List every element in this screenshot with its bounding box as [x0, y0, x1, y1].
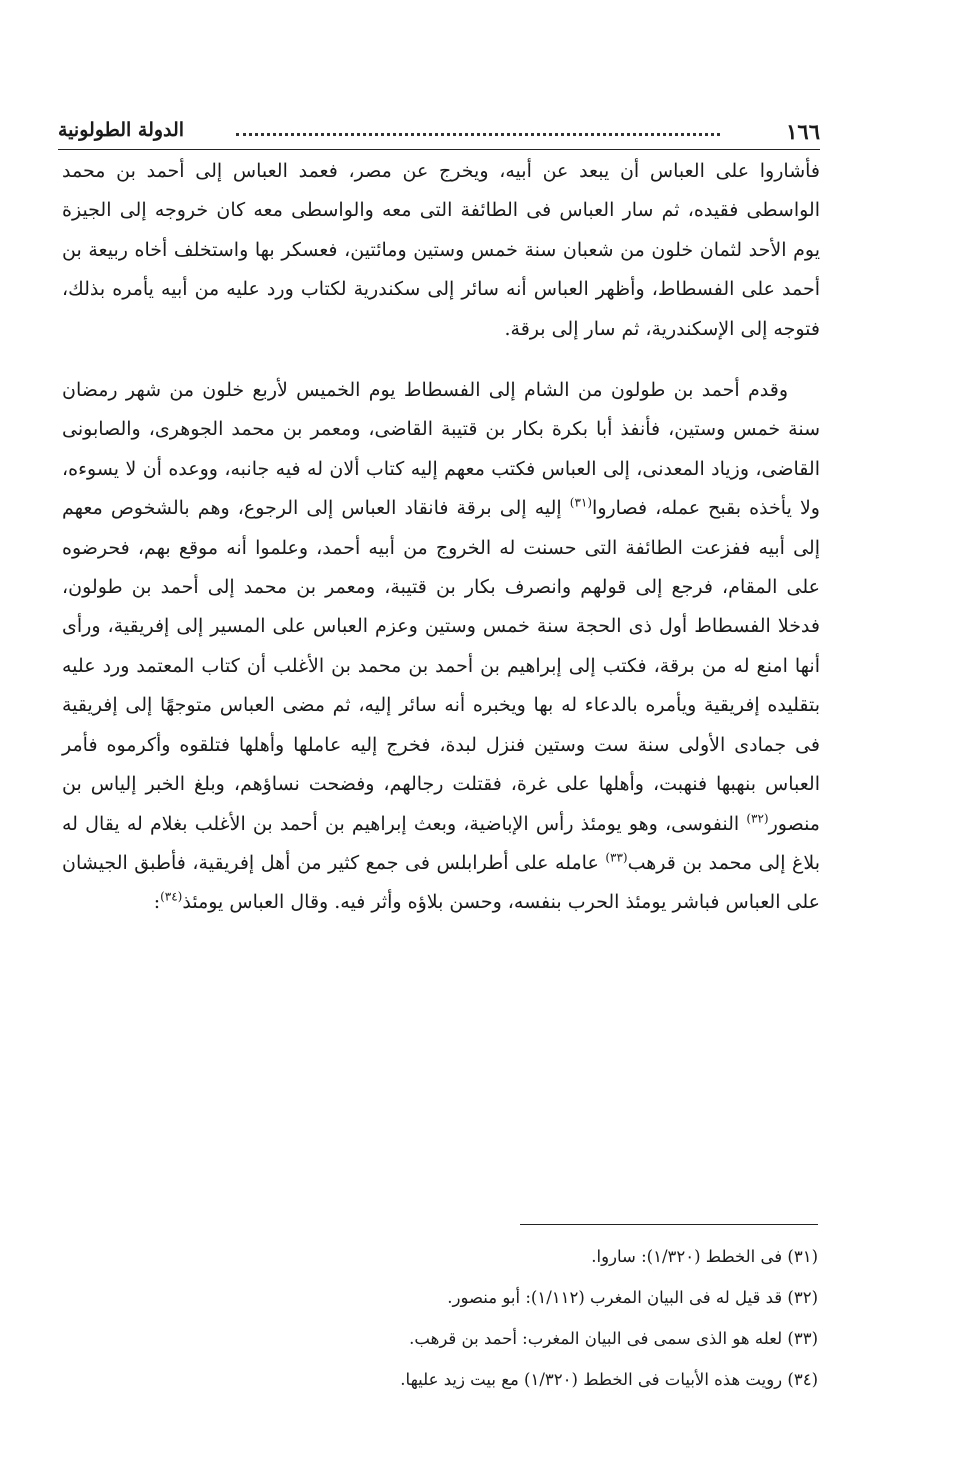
running-title: الدولة الطولونية [58, 119, 185, 141]
paragraph-2-part-a: وقدم أحمد بن طولون من الشام إلى الفسطاط يوم الخميس لأربع خلون من شهر رمضان سنة خمس وستين، فأنفذ أبا بكرة بكار بن قتيبة القاضى، ومعمر بن محمد الجوهرى، والصابونى القاضى، وزياد المعدنى، إلى العباس فكتب معهم إليه كتاب ألان له فيه جانبه، ووعده أن لا يسوءه، ولا يأخذه بقبح عمله، فصاروا [62, 379, 820, 520]
main-text [62, 152, 820, 923]
footnote-31: (٣١) فى الخطط (١/٣٢٠): ساروا. [591, 1247, 818, 1266]
footnote-ref-33: (٣٣) [605, 850, 628, 865]
paragraph-2-part-c: النفوسى، وهو يومئذ رأس الإباضية، وبعث إبراهيم بن أحمد بن الأغلب بغلام له يقال له بلاغ إلى محمد بن قرهب [62, 812, 820, 874]
paragraph-1: فأشاروا على العباس أن يبعد عن أبيه، ويخرج عن مصر، فعمد العباس إلى أحمد بن محمد الواسطى فقيده، ثم سار العباس فى الطائفة التى معه والواسطى معه كان خروجه إلى الجيزة يوم الأحد لثمان خلون من شعبان سنة خمس وستين ومائتين، فعسكر بها واستخلف أخاه ربيعة بن أحمد على الفسطاط، وأظهر العباس أنه سائر إلى سكندرية لكتاب ورد عليه من أبيه يأمره بذلك، فتوجه إلى الإسكندرية، ثم سار إلى برقة. [62, 160, 820, 340]
paragraph-2-part-b: إليه إلى برقة فانقاد العباس إلى الرجوع، وهم بالشخوص معهم إلى أبيه ففزعت الطائفة التى حسنت له الخروج من أبيه أحمد، وعلموا أنه موقع بهم، فحرضوه على المقام، فرجع إلى قولهم وانصرف بكار بن قتيبة، ومعمر بن محمد إلى أحمد بن طولون، فدخلا الفسطاط أول ذى الحجة سنة خمس وستين وعزم العباس على المسير إلى إفريقية، ورأى أنها امنع له من برقة، فكتب إلى إبراهيم بن أحمد بن محمد بن الأغلب أن كتاب المعتمد ورد عليه بتقليده إفريقية ويأمره بالدعاء له بها ويخبره أنه سائر إليه، ثم مضى العباس متوجهًا إلى إفريقية فى جمادى الأولى سنة ست وستين فنزل لبدة، فخرج إليه عاملها وأهلها فتلقوه وأكرموه فأمر العباس بنهبها فنهبت، وأهلها على غرة، فقتلت رجالهم، وفضحت نساؤهم، وبلغ الخبر إلياس بن منصور [62, 497, 820, 835]
footnote-ref-34: (٣٤) [160, 889, 183, 904]
footnote-separator [520, 1224, 818, 1225]
footnotes [250, 1236, 818, 1400]
paragraph-2-part-e: : [153, 891, 161, 914]
footnote-ref-31: (٣١) [569, 495, 593, 510]
paragraph-2 [62, 371, 820, 923]
paragraph-2-part-d: عامله على أطرابلس فى جمع كثير من أهل إفريقية، فأطبق الجيشان على العباس فباشر يومئذ الحرب بنفسه، وحسن بلاؤه وأثر فيه. وقال العباس يومئذ [62, 851, 820, 914]
footnote-33: (٣٣) لعله هو الذى سمى فى البيان المغرب: أحمد بن قرهب. [409, 1329, 818, 1348]
header-dot-leader [236, 127, 720, 136]
page-number: ١٦٦ [786, 119, 820, 144]
page-header [58, 113, 820, 150]
footnote-ref-32: (٣٢) [746, 811, 769, 826]
footnote-34: (٣٤) رويت هذه الأبيات فى الخطط (١/٣٢٠) مع بيت زيد عليها. [400, 1370, 818, 1389]
footnote-32: (٣٢) قد قيل له فى البيان المغرب (١/١١٢): أبو منصور. [447, 1288, 818, 1307]
